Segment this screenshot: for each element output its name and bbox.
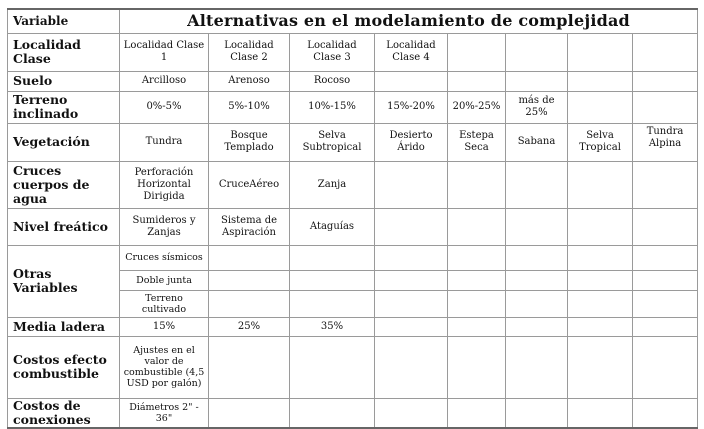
table-row (8, 317, 698, 336)
table-row (8, 398, 698, 428)
table-row (8, 123, 698, 161)
table-cell (375, 317, 448, 336)
row-label-vegetacion: Vegetación (8, 123, 120, 161)
table-cell: Perforación Horizontal Dirigida (120, 161, 209, 208)
table-row (8, 33, 698, 71)
row-label-terreno: Terreno inclinado (8, 91, 120, 123)
table-cell: Selva Subtropical (290, 123, 375, 161)
table-cell: 15% (120, 317, 209, 336)
table-cell (506, 270, 568, 290)
table-cell: Estepa Seca (448, 123, 506, 161)
row-label-otras: Otras Variables (8, 245, 120, 317)
table-cell (633, 290, 698, 317)
table-cell (290, 336, 375, 398)
complexity-table-container (7, 8, 698, 429)
table-row (8, 208, 698, 245)
table-cell (209, 290, 290, 317)
table-cell (568, 208, 633, 245)
table-cell (633, 336, 698, 398)
table-cell (633, 161, 698, 208)
table-cell (448, 161, 506, 208)
header-row (8, 9, 698, 33)
table-cell (448, 245, 506, 270)
table-cell: CruceAéreo (209, 161, 290, 208)
table-cell (448, 317, 506, 336)
table-cell (290, 398, 375, 428)
table-cell (568, 33, 633, 71)
table-cell (209, 245, 290, 270)
table-cell (209, 270, 290, 290)
table-cell (375, 245, 448, 270)
table-cell: Sabana (506, 123, 568, 161)
row-label-suelo: Suelo (8, 71, 120, 91)
table-cell (506, 245, 568, 270)
table-cell (506, 161, 568, 208)
header-variable: Variable (8, 9, 120, 33)
table-row (8, 336, 698, 398)
table-cell: Ajustes en el valor de combustible (4,5 USD por galón) (120, 336, 209, 398)
table-cell (633, 398, 698, 428)
table-cell (209, 336, 290, 398)
table-cell: Tundra Alpina (633, 123, 698, 161)
table-cell: Ataguías (290, 208, 375, 245)
table-cell: 0%-5% (120, 91, 209, 123)
table-cell: Zanja (290, 161, 375, 208)
table-cell: Sistema de Aspiración (209, 208, 290, 245)
table-cell: 35% (290, 317, 375, 336)
table-cell (375, 208, 448, 245)
row-label-ladera: Media ladera (8, 317, 120, 336)
table-cell (506, 71, 568, 91)
table-cell (290, 270, 375, 290)
table-row (8, 161, 698, 208)
table-cell (568, 336, 633, 398)
table-cell (375, 290, 448, 317)
table-cell: 25% (209, 317, 290, 336)
table-cell (448, 398, 506, 428)
table-cell: Terreno cultivado (120, 290, 209, 317)
table-cell (209, 398, 290, 428)
table-cell: Arenoso (209, 71, 290, 91)
table-cell (568, 245, 633, 270)
table-cell (633, 91, 698, 123)
table-cell (633, 33, 698, 71)
table-cell (633, 71, 698, 91)
table-cell: Diámetros 2" - 36" (120, 398, 209, 428)
table-cell (448, 336, 506, 398)
table-cell: Doble junta (120, 270, 209, 290)
table-cell (633, 208, 698, 245)
table-cell: 20%-25% (448, 91, 506, 123)
table-cell (290, 245, 375, 270)
table-cell (448, 33, 506, 71)
table-cell (375, 336, 448, 398)
table-cell (568, 270, 633, 290)
row-label-costos-combustible: Costos efecto combustible (8, 336, 120, 398)
row-label-nivel: Nivel freático (8, 208, 120, 245)
table-row (8, 91, 698, 123)
table-cell (290, 290, 375, 317)
table-cell (633, 245, 698, 270)
table-cell: Sumideros y Zanjas (120, 208, 209, 245)
table-cell: 15%-20% (375, 91, 448, 123)
table-cell (568, 91, 633, 123)
table-cell (506, 33, 568, 71)
table-cell (375, 71, 448, 91)
table-cell (633, 317, 698, 336)
table-cell (568, 398, 633, 428)
table-cell (448, 208, 506, 245)
table-cell: Bosque Templado (209, 123, 290, 161)
table-cell: Localidad Clase 1 (120, 33, 209, 71)
table-cell (448, 71, 506, 91)
table-cell (633, 270, 698, 290)
table-cell: Cruces sísmicos (120, 245, 209, 270)
table-cell (448, 290, 506, 317)
table-cell (506, 336, 568, 398)
table-cell (568, 290, 633, 317)
table-cell (506, 398, 568, 428)
table-cell (506, 317, 568, 336)
table-cell (568, 317, 633, 336)
table-cell: Localidad Clase 3 (290, 33, 375, 71)
complexity-alternatives-table (7, 8, 698, 429)
row-label-localidad: Localidad Clase (8, 33, 120, 71)
table-cell: Tundra (120, 123, 209, 161)
table-cell: Localidad Clase 2 (209, 33, 290, 71)
table-cell (375, 161, 448, 208)
table-cell (375, 270, 448, 290)
table-cell: Selva Tropical (568, 123, 633, 161)
table-cell: 5%-10% (209, 91, 290, 123)
table-cell (506, 208, 568, 245)
table-row (8, 71, 698, 91)
table-cell (506, 290, 568, 317)
table-title: Alternativas en el modelamiento de complejidad (120, 9, 698, 33)
table-cell (448, 270, 506, 290)
row-label-cruces: Cruces cuerpos de agua (8, 161, 120, 208)
table-cell: más de 25% (506, 91, 568, 123)
table-cell (568, 161, 633, 208)
table-cell: 10%-15% (290, 91, 375, 123)
table-cell (568, 71, 633, 91)
table-row (8, 245, 698, 270)
table-cell: Desierto Árido (375, 123, 448, 161)
table-cell: Rocoso (290, 71, 375, 91)
table-cell: Arcilloso (120, 71, 209, 91)
table-cell (375, 398, 448, 428)
table-cell: Localidad Clase 4 (375, 33, 448, 71)
row-label-costos-conexiones: Costos de conexiones (8, 398, 120, 428)
